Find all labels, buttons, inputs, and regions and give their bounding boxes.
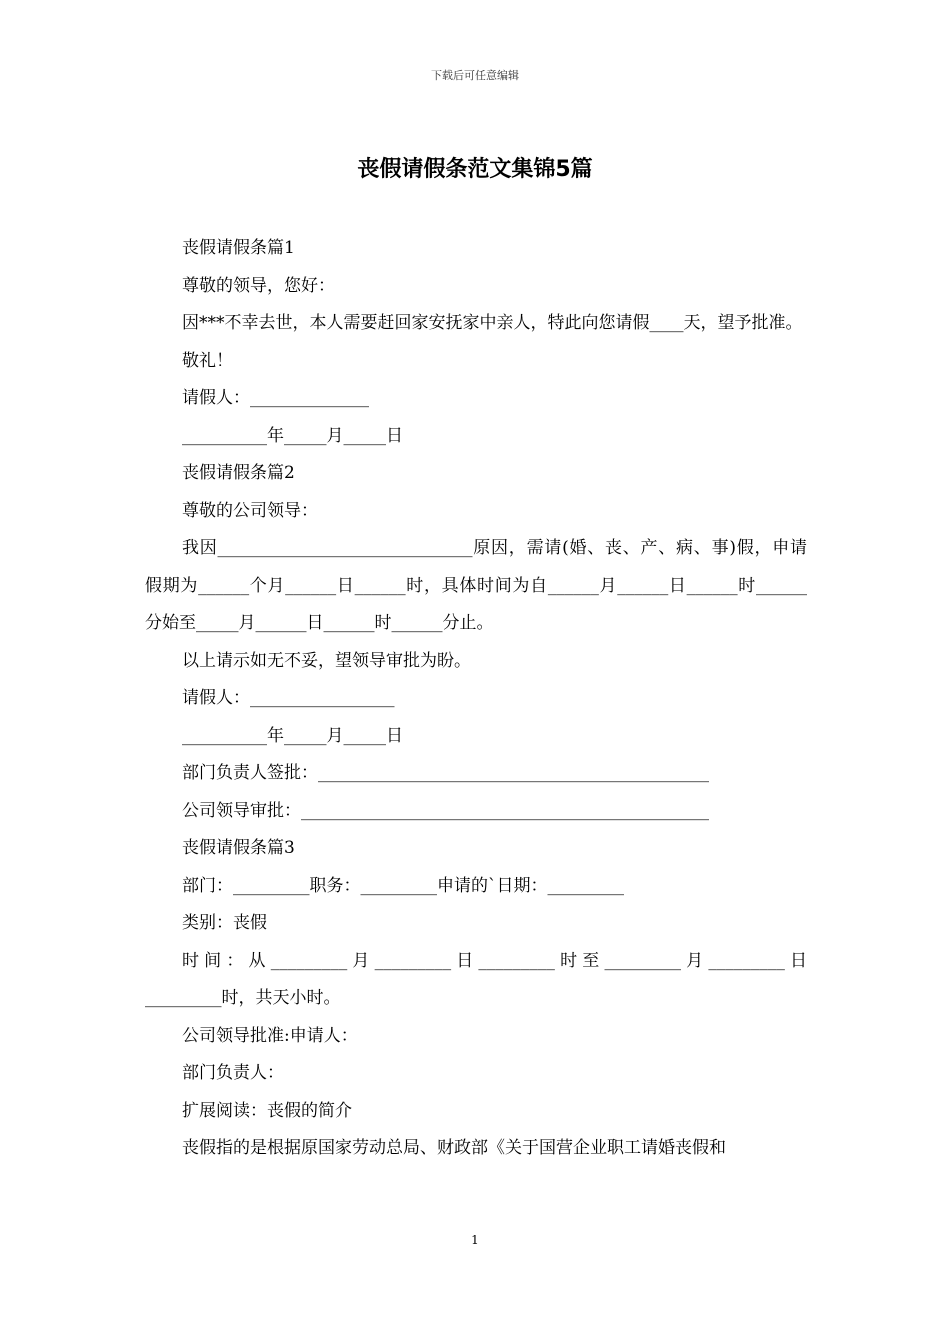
paragraph: __________年_____月_____日 xyxy=(182,725,403,746)
paragraph: 时间：从_________月_________日_________时至_________月_________日_________时，共天小时。 xyxy=(145,950,807,1008)
paragraph: 敬礼！ xyxy=(182,350,233,371)
document-body xyxy=(145,230,807,1168)
paragraph: 因***不幸去世，本人需要赶回家安抚家中亲人，特此向您请假____天，望予批准。 xyxy=(182,313,803,333)
page-header: 下载后可任意编辑 xyxy=(431,69,519,82)
paragraph: 以上请示如无不妥，望领导审批为盼。 xyxy=(182,650,471,671)
document-title: 丧假请假条范文集锦5篇 xyxy=(357,157,593,182)
paragraph: 请假人：______________ xyxy=(182,388,369,408)
paragraph: 尊敬的领导，您好： xyxy=(182,275,335,296)
paragraph: 部门负责人签批：______________________________________________ xyxy=(182,763,709,783)
page-number: 1 xyxy=(471,1233,479,1247)
paragraph: 请假人：_________________ xyxy=(182,688,395,708)
paragraph: 部门：_________职务：_________申请的`日期：_________ xyxy=(182,875,624,896)
paragraph: 公司领导审批：________________________________________________ xyxy=(182,800,709,821)
paragraph: 丧假指的是根据原国家劳动总局、财政部《关于国营企业职工请婚丧假和 xyxy=(182,1138,726,1158)
paragraph: __________年_____月_____日 xyxy=(182,425,403,446)
paragraph: 我因______________________________原因，需请(婚、丧、产、病、事)假，申请假期为______个月______日______时，具体时间为自______月______日______时______分始至_____月______日______时______分止。 xyxy=(145,538,807,633)
paragraph: 丧假请假条篇1 xyxy=(182,238,295,258)
paragraph: 丧假请假条篇2 xyxy=(182,463,295,483)
paragraph: 扩展阅读：丧假的简介 xyxy=(182,1100,352,1121)
paragraph: 丧假请假条篇3 xyxy=(182,838,295,858)
paragraph: 部门负责人： xyxy=(182,1063,284,1083)
paragraph: 公司领导批准:申请人： xyxy=(182,1025,358,1046)
paragraph: 尊敬的公司领导： xyxy=(182,500,318,521)
paragraph: 类别：丧假 xyxy=(182,913,267,933)
